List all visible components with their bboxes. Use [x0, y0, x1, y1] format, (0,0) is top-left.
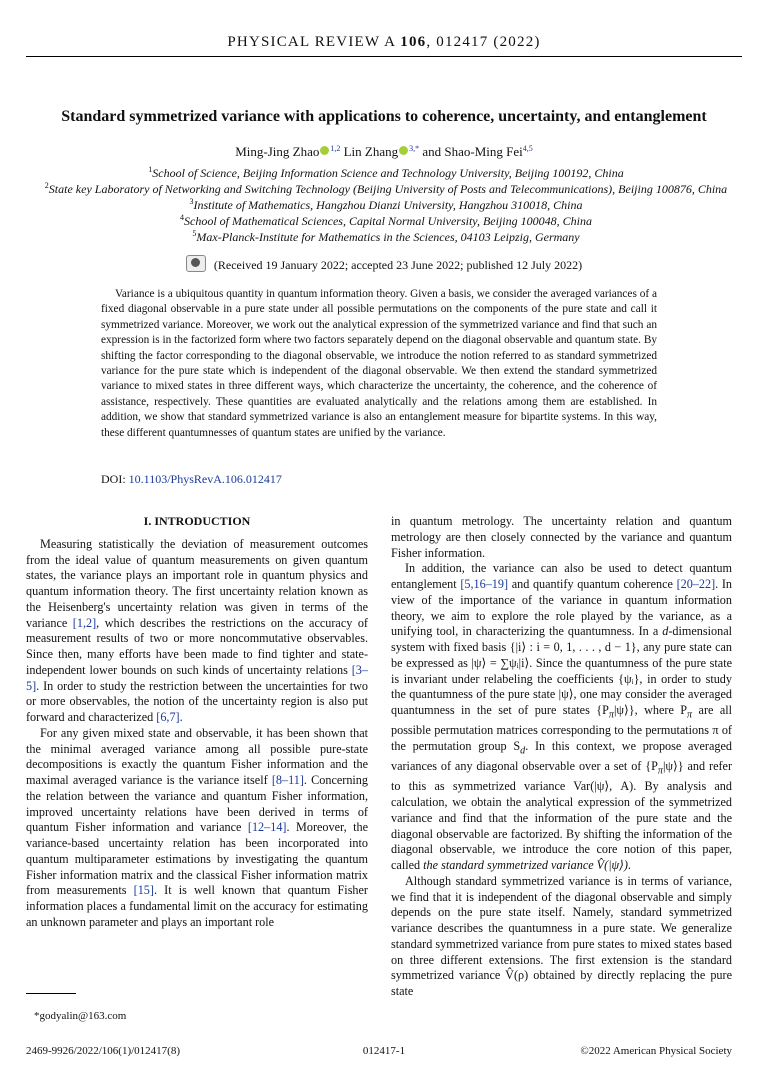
paragraph: in quantum metrology. The uncertainty relation and quantum metrology are then closely connected by the variance and quantum Fisher information.: [391, 514, 732, 560]
citation-link[interactable]: [15]: [133, 883, 154, 898]
doi-link[interactable]: 10.1103/PhysRevA.106.012417: [128, 472, 282, 486]
paragraph: For any given mixed state and observable, it has been shown that the minimal averaged variance among all possible pure-state decompositions is exactly the quantum Fisher information and the maximal averaged variance is the variance itself [8–11]. Concerning the relation between the variance and quantum Fisher information, improved uncertainty relations have been derived in terms of quantum Fisher information and variance [12–14]. Moreover, the variance-based uncertainty relation has been incorporated into quantum multiparameter estimations by investigating the quantum Fisher information matrix and the classical Fisher information matrix from measurements [15]. It is well known that quantum Fisher information places a fundamental limit on the accuracy for estimating an unknown parameter and plays an important role: [26, 725, 368, 929]
running-head: [26, 34, 742, 51]
check-for-updates-icon[interactable]: [186, 255, 206, 272]
footer-copyright: ©2022 American Physical Society: [580, 1045, 732, 1057]
abstract-text: Variance is a ubiquitous quantity in quantum information theory. Given a basis, we consider the averaged variances of a fixed diagonal observable in a pure state under all possible permutations on the components of the pure state and call it symmetrized variance. Moreover, we work out the analytical expression of the symmetrized variance and find that such an expression is in the factorized form where two factors separately depend on the diagonal observable and quantum state. By shifting the factor corresponding to the diagonal observable, we introduce the notion referred to as standard symmetrized variance for the pure state which is independent of the diagonal observable. We then extend the standard symmetrized variance to mixed states in three different ways, which characterize the uncertainty, the coherence, and the coherence of assistance, respectively. These quantities are evaluated analytically and the relations among them are established. In addition, we show that standard symmetrized variance is also an entanglement measure for bipartite systems. In this way, these different quantumnesses of quantum states are unified by the variance.: [101, 288, 657, 439]
footer-issn: 2469-9926/2022/106(1)/012417(8): [26, 1045, 180, 1057]
author-affil-sup[interactable]: 1,2: [330, 144, 341, 153]
article-number: , 012417 (2022): [426, 34, 541, 50]
section-heading: I. INTRODUCTION: [143, 514, 251, 528]
citation-link[interactable]: [12–14]: [247, 820, 287, 835]
affiliation: $^5$Max-Planck-Institute for Mathematics in the Sciences, 04103 Leipzig, Germany: [192, 229, 580, 244]
author-list: [26, 144, 742, 160]
journal-name: PHYSICAL REVIEW A: [227, 34, 401, 50]
citation-link[interactable]: [8–11]: [271, 773, 304, 787]
affiliation: $^2$State key Laboratory of Networking and Switching Technology (Beijing University of Posts and Telecommunications), Beijing 100876, China: [44, 181, 728, 196]
paragraph: Although standard symmetrized variance is in terms of variance, we find that it is independent of the diagonal observable and simply depends on the pure state itself. Namely, standard symmetrized variance describes the quantumness in a pure state. We generalize standard symmetrized variance from pure states to mixed states based on three different extensions. The first extension is the standard symmetrized variance V̂(ρ) obtained by directly replacing the pure state: [391, 873, 732, 999]
author-name[interactable]: Ming-Jing Zhao: [235, 144, 320, 159]
right-column: [391, 514, 732, 1000]
doi-line: DOI: 10.1103/PhysRevA.106.012417: [101, 472, 282, 486]
citation-link[interactable]: [20–22]: [676, 577, 716, 591]
paper-title: Standard symmetrized variance with applications to coherence, uncertainty, and entanglement: [61, 108, 707, 125]
author-name[interactable]: Lin Zhang: [343, 144, 399, 159]
author-affil-sup[interactable]: 4,5: [522, 144, 533, 153]
citation-link[interactable]: [6,7]: [156, 710, 180, 724]
orcid-icon[interactable]: [320, 146, 329, 155]
journal-volume: 106: [400, 34, 427, 50]
citation-link[interactable]: [3–5]: [26, 662, 368, 693]
paragraph: In addition, the variance can also be used to detect quantum entanglement [5,16–19] and quantify quantum coherence [20–22]. In view of the importance of the variance in quantum information theory, we aim to explore the role played by the variance, as a unifying tool, in characterizing the quantumness. In a d-dimensional system with fixed basis {|i⟩ : i = 0, 1, . . . , d − 1}, any pure state can be expressed as |ψ⟩ = ∑ψᵢ|i⟩. Since the quantumness of the pure state is invariant under relabeling the coefficients {ψᵢ}, in order to study the quantumness of the pure state |ψ⟩, one may consider the averaged quantumness in the set of pure states $\{P_\pi|\psi⟩\}$, where $P_\pi$ are all possible permutation matrices corresponding to the permutations π of the permutation group $S_d$. In this context, we propose averaged variances of any diagonal observable over a set of $\{P_\pi|\psi⟩\}$ and refer to this as symmetrized variance Var(|ψ⟩, A). By analysis and calculation, we obtain the analytical expression of the symmetrized variance and find that the information of the pure state and the diagonal observable are factorized. By shifting the information of the diagonal observable, we introduce the core notion of this paper, called the standard symmetrized variance V̂(|ψ⟩).: [391, 561, 733, 873]
author-name[interactable]: Shao-Ming Fei: [444, 144, 523, 159]
affiliation: $^1$School of Science, Beijing Information Science and Technology University, Beijing 100192, China: [148, 165, 624, 180]
affiliation: $^4$School of Mathematical Sciences, Capital Normal University, Beijing 100048, China: [180, 213, 592, 228]
abstract: [101, 287, 657, 441]
received-dates: (Received 19 January 2022; accepted 23 June 2022; published 12 July 2022): [26, 255, 742, 273]
header-rule: [26, 56, 742, 57]
footer-page-number: 012417-1: [362, 1045, 406, 1057]
left-column: [26, 514, 368, 931]
footnote-rule: [26, 993, 76, 994]
citation-link[interactable]: [1,2]: [72, 615, 97, 630]
paragraph: Measuring statistically the deviation of measurement outcomes from the ideal value of quantum measurements on given quantum states, the variance plays an important role in quantum physics and quantum information theory. The first uncertainty relation known as the Heisenberg's uncertainty relation was given in terms of the variance [1,2], which describes the restrictions on the accuracy of measurement results of two or more noncommutative observables. Since then, many efforts have been made to find tighter and state-independent lower bounds on such kinds of uncertainty relations [3–5]. In order to study the restriction between the uncertainties for two or more observables, the notion of the uncertainty region is also put forward and characterized [6,7].: [26, 536, 368, 724]
authors-and: and: [422, 144, 442, 159]
citation-link[interactable]: [5,16–19]: [460, 577, 509, 591]
affiliation: $^3$Institute of Mathematics, Hangzhou Dianzi University, Hangzhou 310018, China: [189, 197, 583, 212]
corresponding-author-email[interactable]: *godyalin@163.com: [34, 1010, 127, 1022]
author-affil-sup[interactable]: 3,*: [409, 144, 420, 153]
orcid-icon[interactable]: [399, 146, 408, 155]
